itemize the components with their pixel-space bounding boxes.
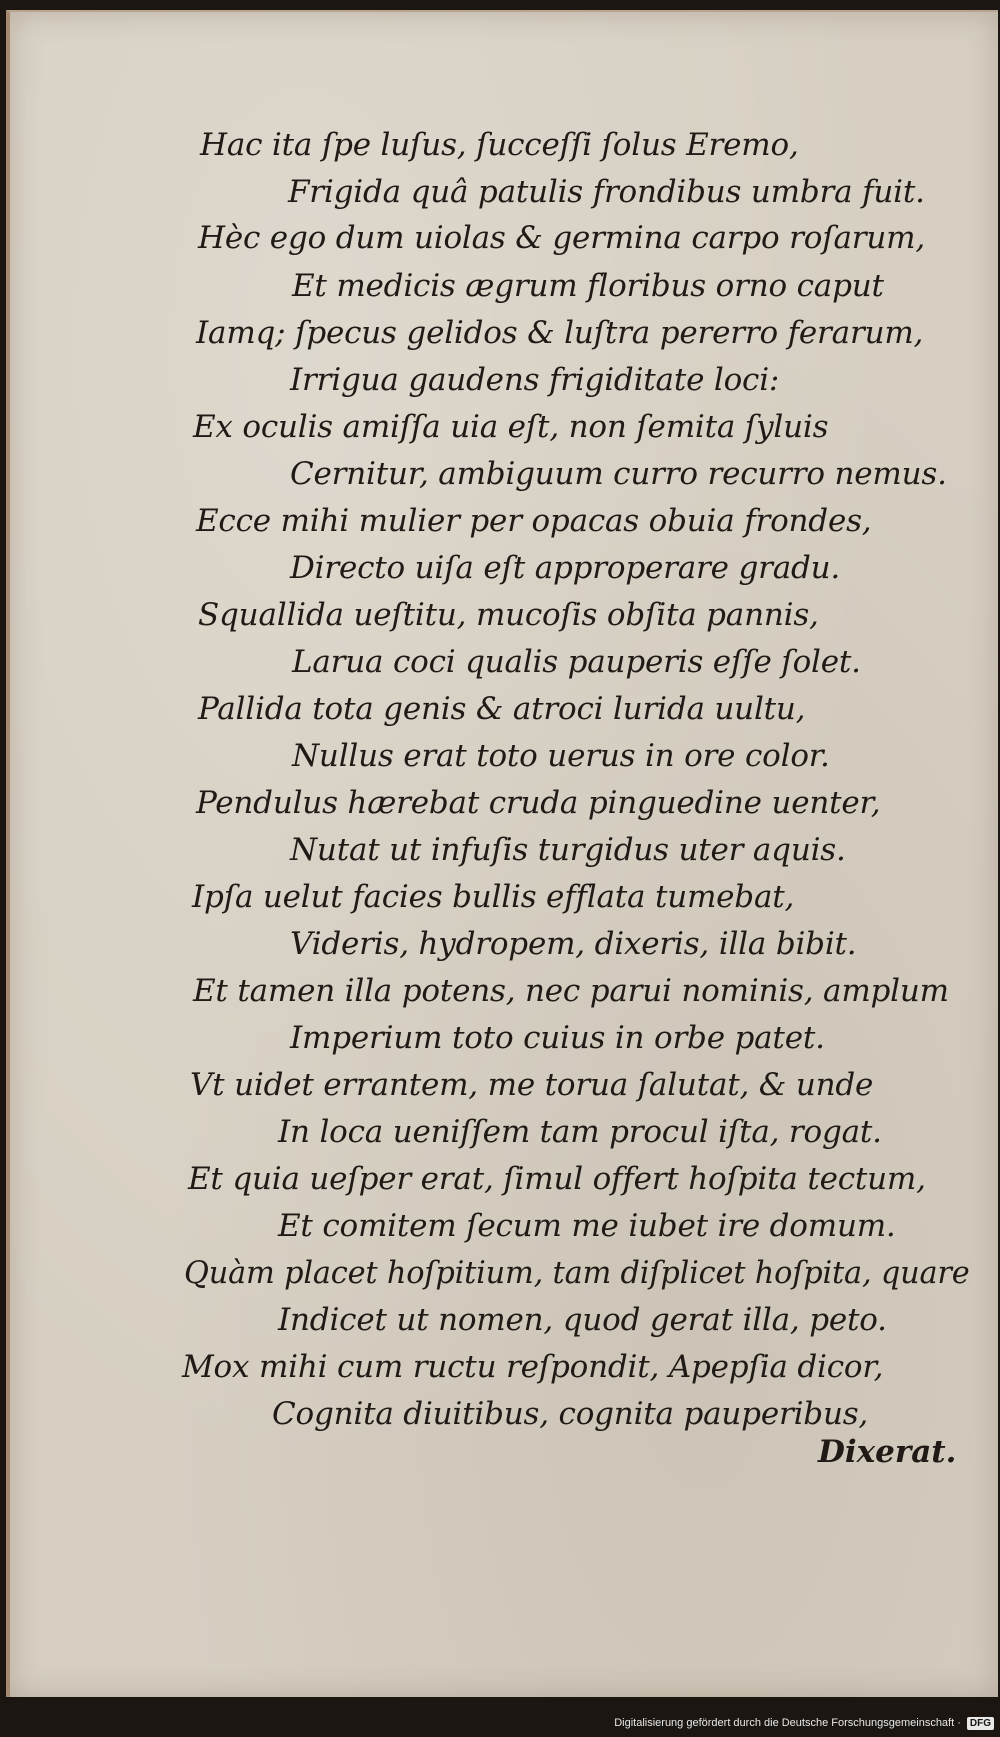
verse-line: Nutat ut infuſis turgidus uter aquis. bbox=[290, 832, 846, 868]
verse-line: In loca ueniſſem tam procul iſta, rogat. bbox=[278, 1114, 882, 1150]
verse-line: Directo uiſa eſt approperare gradu. bbox=[290, 550, 841, 586]
verse-line: Imperium toto cuius in orbe patet. bbox=[290, 1020, 825, 1056]
verse-line: Cernitur, ambiguum curro recurro nemus. bbox=[290, 456, 947, 492]
verse-line: Indicet ut nomen, quod gerat illa, peto. bbox=[278, 1302, 887, 1338]
verse-line: Hèc ego dum uiolas & germina carpo roſarum, bbox=[198, 220, 926, 256]
verse-line: Larua coci qualis pauperis eſſe ſolet. bbox=[292, 644, 861, 680]
verse-line: Mox mihi cum ructu reſpondit, Apepſia dicor, bbox=[182, 1349, 884, 1385]
verse-line: Squallida ueſtitu, mucoſis obſita pannis, bbox=[198, 597, 819, 633]
verse-line: Frigida quâ patulis frondibus umbra fuit. bbox=[288, 174, 925, 210]
verse-line: Et comitem ſecum me iubet ire domum. bbox=[278, 1208, 896, 1244]
verse-line: Hac ita ſpe luſus, ſucceſſi ſolus Eremo, bbox=[200, 127, 799, 163]
verse-line: Ecce mihi mulier per opacas obuia frondes, bbox=[196, 503, 872, 539]
verse-line: Cognita diuitibus, cognita pauperibus, bbox=[272, 1396, 869, 1432]
verse-line: Et quia ueſper erat, ſimul offert hoſpita tectum, bbox=[188, 1161, 926, 1197]
verse-line: Et tamen illa potens, nec parui nominis, amplum bbox=[193, 973, 949, 1009]
catchword: Dixerat. bbox=[818, 1434, 957, 1470]
verse-line: Ex oculis amiſſa uia eſt, non ſemita ſyluis bbox=[193, 409, 829, 445]
verse-line: Vt uidet errantem, me torua ſalutat, & unde bbox=[190, 1067, 874, 1103]
verse-line: Irrigua gaudens frigiditate loci: bbox=[290, 362, 780, 398]
digitization-footer bbox=[614, 1712, 994, 1734]
dfg-logo-icon: DFG bbox=[967, 1717, 994, 1730]
verse-line: Ipſa uelut facies bullis efflata tumebat, bbox=[192, 879, 795, 915]
verse-line: Pallida tota genis & atroci lurida uultu, bbox=[198, 691, 806, 727]
verse-line: Videris, hydropem, dixeris, illa bibit. bbox=[290, 926, 857, 962]
digitization-credit: Digitalisierung gefördert durch die Deutsche Forschungsgemeinschaft · bbox=[614, 1717, 961, 1729]
verse-line: Quàm placet hoſpitium, tam diſplicet hoſpita, quare bbox=[184, 1255, 970, 1291]
book-page bbox=[6, 10, 998, 1697]
verse-line: Et medicis ægrum floribus orno caput bbox=[292, 268, 884, 304]
verse-line: Iamq; ſpecus gelidos & luſtra pererro ferarum, bbox=[196, 315, 924, 351]
verse-line: Nullus erat toto uerus in ore color. bbox=[292, 738, 830, 774]
verse-line: Pendulus hærebat cruda pinguedine uenter, bbox=[196, 785, 881, 821]
